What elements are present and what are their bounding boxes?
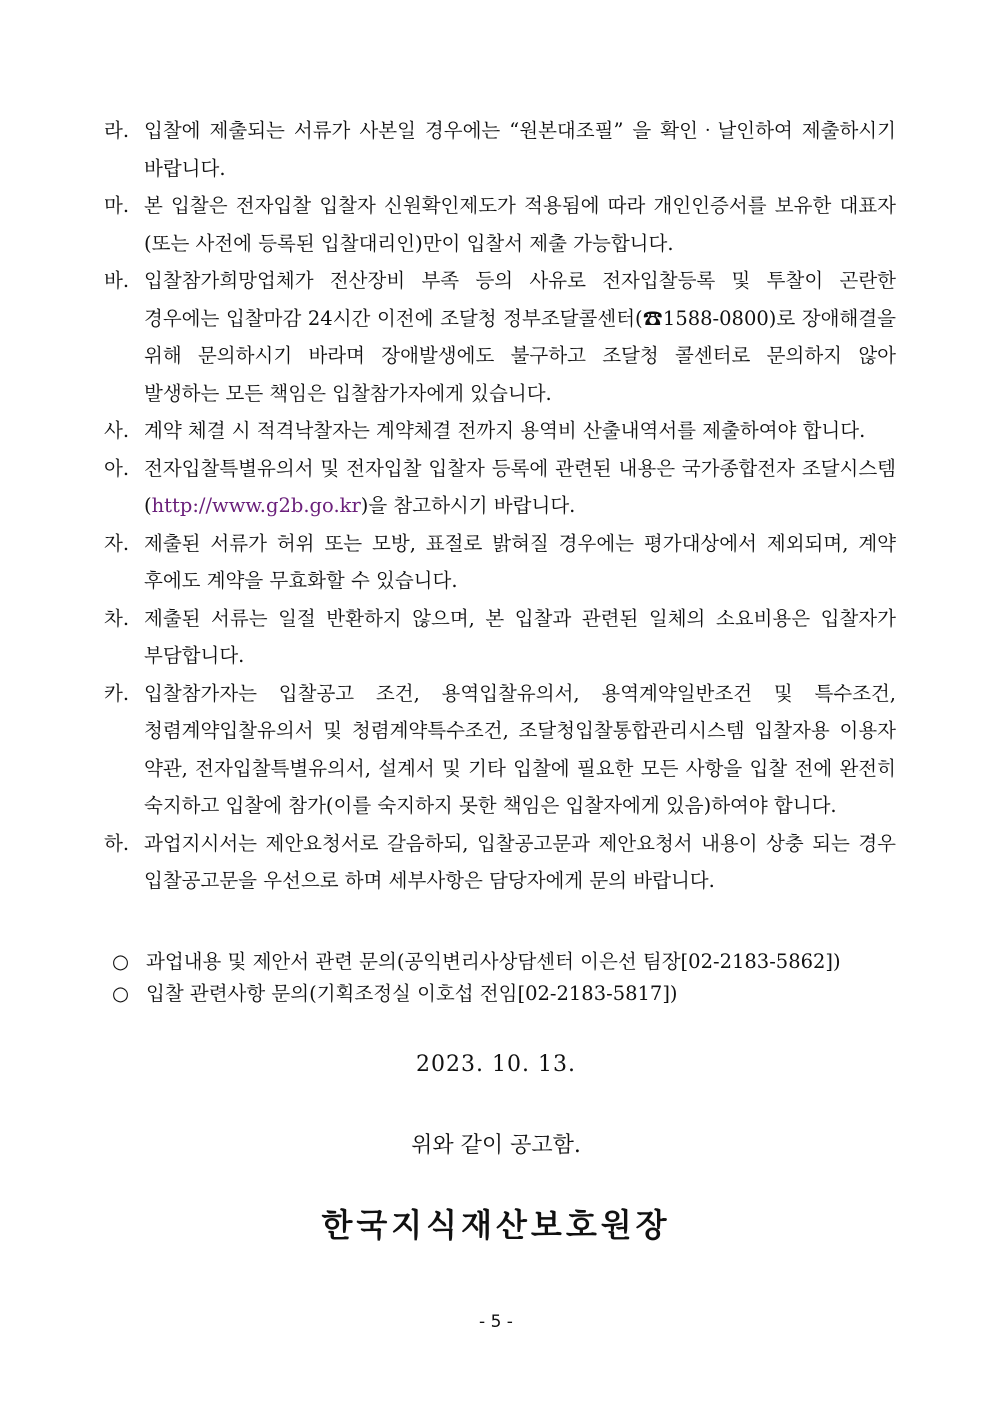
item-marker: 차. [104, 606, 130, 630]
circle-bullet-icon: ○ [112, 950, 130, 973]
notice-item-ha [104, 825, 896, 900]
bullet-text: 과업내용 및 제안서 관련 문의(공익변리사상담센터 이은선 팀장[02-2183-5862]) [146, 950, 841, 973]
item-text [144, 450, 896, 525]
item-marker: 바. [104, 269, 130, 292]
closing-statement: 위와 같이 공고함. [411, 1133, 581, 1158]
notice-item-cha [104, 600, 896, 675]
item-marker: 자. [104, 531, 130, 555]
contact-bullets [112, 946, 902, 1010]
notice-items [104, 112, 896, 900]
notice-item-ba [104, 262, 896, 412]
notice-item-ma [104, 187, 896, 262]
item-marker: 마. [104, 194, 130, 217]
notice-item-sa [104, 412, 896, 450]
item-text: 제출된 서류는 일절 반환하지 않으며, 본 입찰과 관련된 일체의 소요비용은 입찰자가 부담합니다. [144, 606, 896, 667]
notice-date: 2023. 10. 13. [416, 1052, 576, 1077]
item-text: 입찰에 제출되는 서류가 사본일 경우에는 “원본대조필” 을 확인‧날인하여 제출하시기 바랍니다. [144, 119, 896, 180]
item-marker: 아. [104, 456, 130, 480]
notice-item-ja [104, 525, 896, 600]
item-text: 입찰참가희망업체가 전산장비 부족 등의 사유로 전자입찰등록 및 투찰이 곤란한 경우에는 입찰마감 24시간 이전에 조달청 정부조달콜센터(☎1588-0800)로 장애해결을 위해 문의하시기 바라며 장애발생에도 불구하고 조달청 콜센터로 문의하지 않아 발생하는 모든 책임은 입찰참가자에게 있습니다. [144, 269, 896, 405]
notice-item-ra [104, 112, 896, 187]
item-text: 본 입찰은 전자입찰 입찰자 신원확인제도가 적용됨에 따라 개인인증서를 보유한 대표자(또는 사전에 등록된 입찰대리인)만이 입찰서 제출 가능합니다. [144, 194, 896, 255]
notice-item-ka [104, 675, 896, 825]
item-text: 계약 체결 시 적격낙찰자는 계약체결 전까지 용역비 산출내역서를 제출하여야 합니다. [144, 419, 866, 442]
contact-bullet-bid [112, 978, 902, 1010]
item-text: 과업지시서는 제안요청서로 갈음하되, 입찰공고문과 제안요청서 내용이 상충 되는 경우 입찰공고문을 우선으로 하며 세부사항은 담당자에게 문의 바랍니다. [144, 831, 896, 892]
notice-item-a [104, 450, 896, 525]
item-marker: 라. [104, 119, 130, 142]
circle-bullet-icon: ○ [112, 982, 130, 1005]
bullet-text: 입찰 관련사항 문의(기획조정실 이호섭 전임[02-2183-5817]) [146, 982, 678, 1005]
item-marker: 하. [104, 831, 130, 855]
item-marker: 사. [104, 419, 130, 442]
issuer-name: 한국지식재산보호원장 [321, 1206, 671, 1244]
item-text-before: 전자입찰특별유의서 및 전자입찰 입찰자 등록에 관련된 내용은 국가종합전자 조달시스템( [144, 456, 896, 517]
item-text: 입찰참가자는 입찰공고 조건, 용역입찰유의서, 용역계약일반조건 및 특수조건, 청렴계약입찰유의서 및 청렴계약특수조건, 조달청입찰통합관리시스템 입찰자용 이용자 약관, 전자입찰특별유의서, 설계서 및 기타 입찰에 필요한 모든 사항을 입찰 전에 완전히 숙지하고 입찰에 참가(이를 숙지하지 못한 책임은 입찰자에게 있음)하여야 합니다. [144, 681, 896, 817]
item-marker: 카. [104, 681, 130, 705]
g2b-link[interactable]: http://www.g2b.go.kr [151, 494, 361, 517]
item-text: 제출된 서류가 허위 또는 모방, 표절로 밝혀질 경우에는 평가대상에서 제외되며, 계약 후에도 계약을 무효화할 수 있습니다. [144, 531, 896, 592]
contact-bullet-task [112, 946, 902, 978]
item-text-after: )을 참고하시기 바랍니다. [360, 494, 576, 517]
page-number: - 5 - [479, 1312, 513, 1332]
